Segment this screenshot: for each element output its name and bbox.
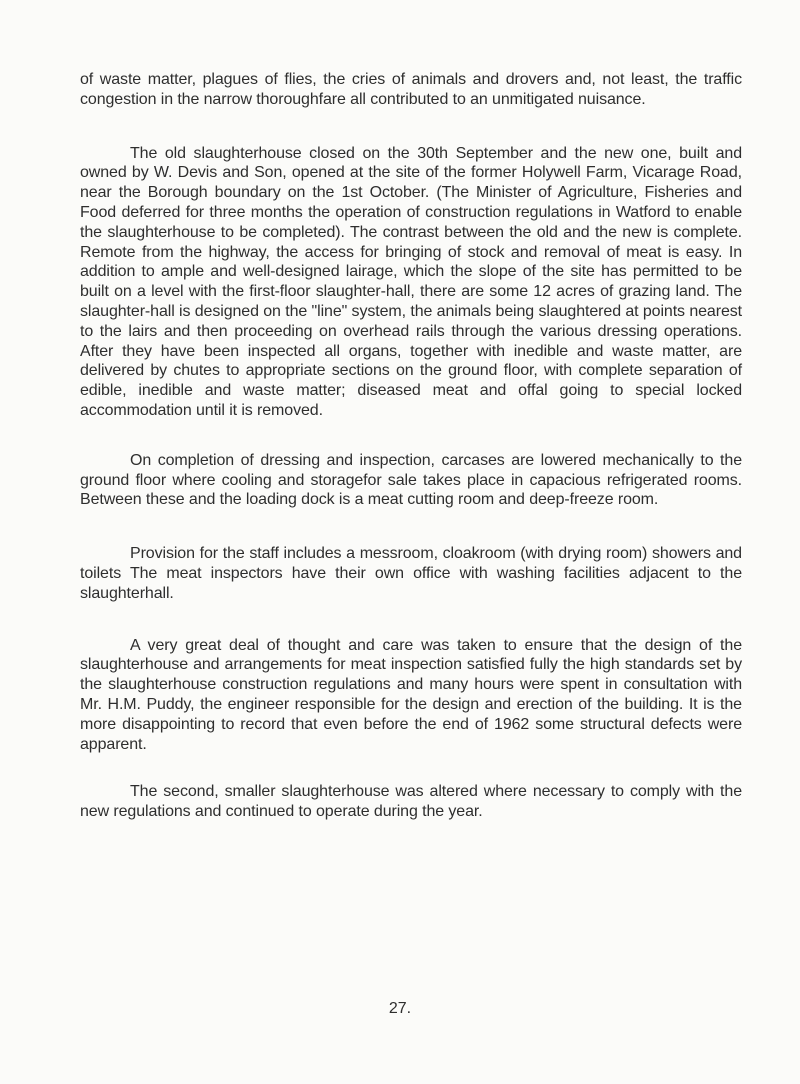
paragraph-dressing-inspection: On completion of dressing and inspection, carcases are lowered mechanically to the ground floor where cooling and storagefor sale takes place in capacious refrigerated rooms. Between these and the loading dock is a meat cutting room and deep-freeze room.: [80, 451, 742, 509]
paragraph-new-slaughterhouse: The old slaughterhouse closed on the 30th September and the new one, built and owned by W. Devis and Son, opened at the site of the former Holywell Farm, Vicarage Road, near the Borough boundary on the 1st October. (The Minister of Agriculture, Fisheries and Food deferred for three months the operation of construction regulations in Watford to enable the slaughterhouse to be completed). The contrast between the old and the new is complete. Remote from the highway, the access for bringing of stock and removal of meat is easy. In addition to ample and well-designed lairage, which the slope of the site has permitted to be built on a level with the first-floor slaughter-hall, there are some 12 acres of grazing land. The slaughter-hall is designed on the "line" system, the animals being slaughtered at points nearest to the lairs and then proceeding on overhead rails through the various dressing operations. After they have been inspected all organs, together with inedible and waste matter, are delivered by chutes to appropriate sections on the ground floor, with complete separation of edible, inedible and waste matter; diseased meat and offal going to special locked accommodation until it is removed.: [80, 144, 742, 419]
paragraph-design-care: A very great deal of thought and care was taken to ensure that the design of the slaughterhouse and arrangements for meat inspection satisfied fully the high standards set by the slaughterhouse construction regulations and many hours were spent in consultation with Mr. H.M. Puddy, the engineer responsible for the design and erection of the building. It is the more disappointing to record that even before the end of 1962 some structural defects were apparent.: [80, 636, 742, 753]
document-body: [80, 70, 742, 822]
paragraph-staff-provision: Provision for the staff includes a messroom, cloakroom (with drying room) showers and toilets The meat inspectors have their own office with washing facilities adjacent to the slaughterhall.: [80, 545, 742, 602]
page-number: 27.: [388, 1000, 412, 1017]
paragraph-continuation: of waste matter, plagues of flies, the cries of animals and drovers and, not least, the traffic congestion in the narrow thoroughfare all contributed to an unmitigated nuisance.: [80, 71, 742, 108]
paragraph-second-slaughterhouse: The second, smaller slaughterhouse was altered where necessary to comply with the new regulations and continued to operate during the year.: [80, 783, 742, 821]
